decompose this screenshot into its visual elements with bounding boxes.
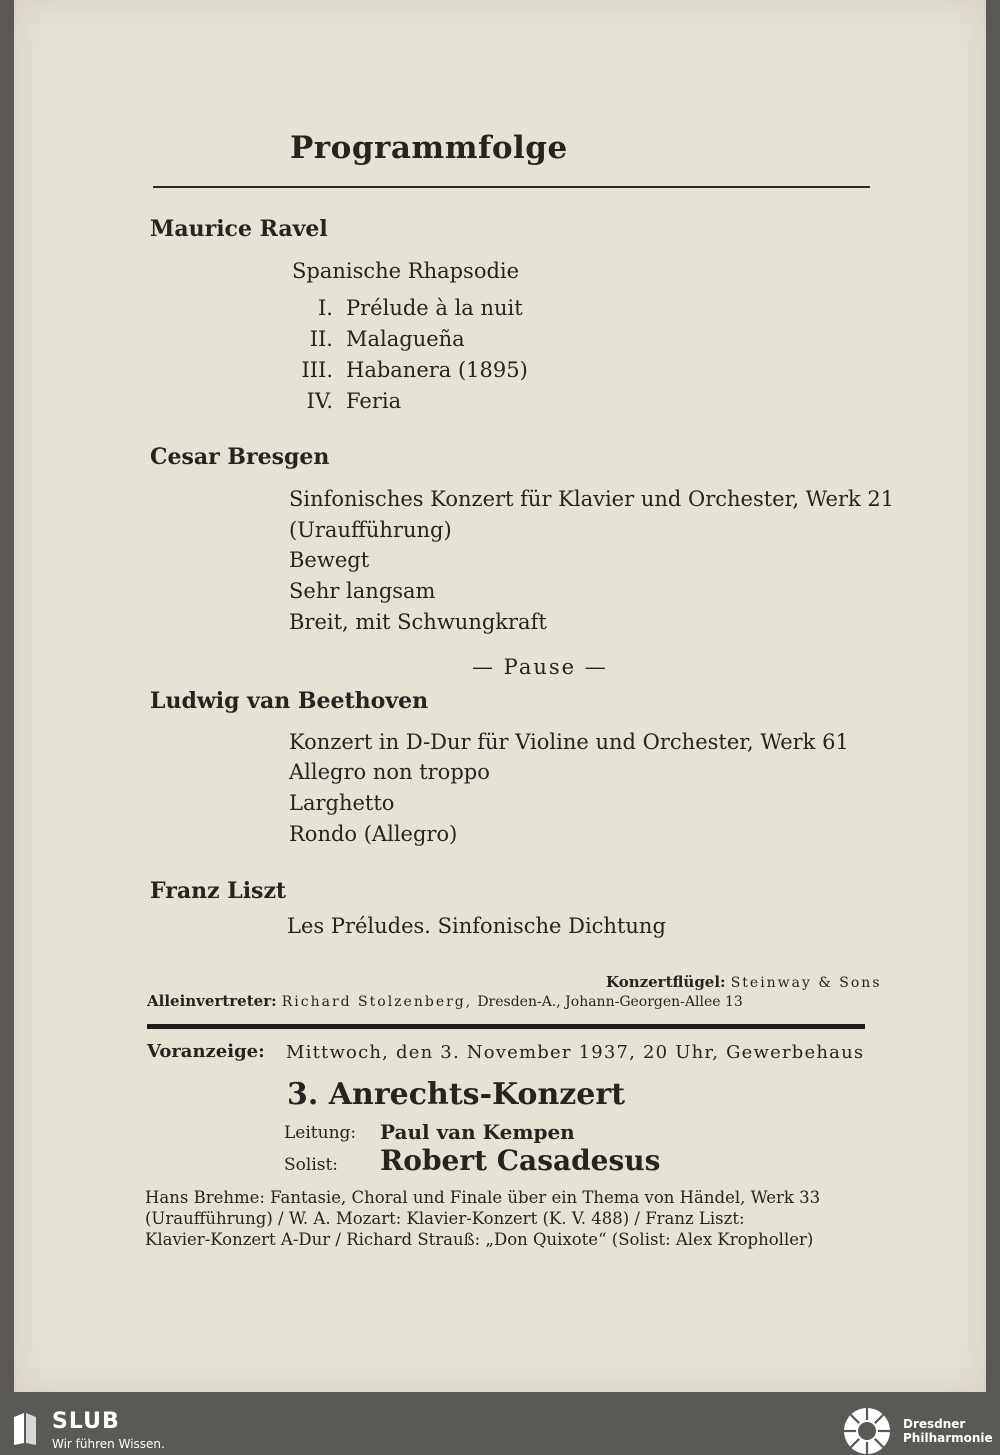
footer-bar <box>0 1404 1000 1454</box>
work-note-premiere: (Uraufführung) <box>289 518 452 542</box>
philharmonie-logo-text <box>903 1417 993 1445</box>
work-ravel: Spanische Rhapsodie <box>292 259 520 283</box>
movement-title: Malagueña <box>346 327 465 351</box>
piano-brand: Steinway & Sons <box>730 975 882 991</box>
movement-number: IV. <box>306 389 333 413</box>
preview-concert-title: 3. Anrechts-Konzert <box>287 1077 626 1112</box>
movement-title: Feria <box>346 389 402 413</box>
movement-title: Allegro non troppo <box>289 760 490 784</box>
preview-label: Voranzeige: <box>147 1041 265 1062</box>
movement-title: Prélude à la nuit <box>346 296 523 320</box>
work-bresgen: Sinfonisches Konzert für Klavier und Orchester, Werk 21 <box>289 487 895 511</box>
movement-number: II. <box>309 327 333 351</box>
movement-title: Bewegt <box>289 548 370 572</box>
dealer-name: Richard Stolzenberg, <box>281 994 473 1010</box>
composer-bresgen: Cesar Bresgen <box>150 444 330 470</box>
composer-liszt: Franz Liszt <box>150 878 287 904</box>
slub-tagline: Wir führen Wissen. <box>52 1437 165 1451</box>
section-divider <box>147 1024 865 1029</box>
composer-ravel: Maurice Ravel <box>150 216 328 242</box>
soloist-label: Solist: <box>284 1155 339 1175</box>
movement-title: Sehr langsam <box>289 579 436 603</box>
movement-number: I. <box>318 296 333 320</box>
philharmonie-line-1: Dresdner <box>903 1417 966 1431</box>
title-divider <box>153 186 870 188</box>
philharmonie-logo-icon <box>843 1407 891 1455</box>
page-title: Programmfolge <box>290 130 568 166</box>
movement-title: Habanera (1895) <box>346 358 528 382</box>
preview-program-line: Klavier-Konzert A-Dur / Richard Strauß: „Don Quixote“ (Solist: Alex Kropholler) <box>145 1230 814 1249</box>
work-beethoven: Konzert in D-Dur für Violine und Orchester, Werk 61 <box>289 730 849 754</box>
preview-program-line: (Uraufführung) / W. A. Mozart: Klavier-Konzert (K. V. 488) / Franz Liszt: <box>145 1209 745 1228</box>
slub-logo-text: SLUB <box>52 1409 120 1434</box>
soloist-name: Robert Casadesus <box>380 1144 661 1177</box>
dealer-credit <box>147 991 743 1010</box>
dealer-label: Alleinvertreter: <box>147 992 277 1010</box>
piano-label: Konzertflügel: <box>606 973 726 991</box>
preview-program-line: Hans Brehme: Fantasie, Choral und Finale über ein Thema von Händel, Werk 33 <box>145 1188 821 1207</box>
movement-title: Breit, mit Schwungkraft <box>289 610 547 634</box>
philharmonie-line-2: Philharmonie <box>903 1431 993 1445</box>
movement-title: Rondo (Allegro) <box>289 822 458 846</box>
movement-title: Larghetto <box>289 791 395 815</box>
piano-credit <box>606 972 882 991</box>
composer-beethoven: Ludwig van Beethoven <box>150 688 429 714</box>
work-liszt: Les Préludes. Sinfonische Dichtung <box>287 914 666 938</box>
conductor-name: Paul van Kempen <box>380 1120 575 1144</box>
slub-book-icon <box>12 1411 38 1447</box>
conductor-label: Leitung: <box>284 1123 357 1143</box>
preview-date: Mittwoch, den 3. November 1937, 20 Uhr, Gewerbehaus <box>286 1042 865 1063</box>
dealer-address: Dresden-A., Johann-Georgen-Allee 13 <box>477 994 743 1010</box>
intermission-label: — Pause — <box>472 655 608 679</box>
movement-number: III. <box>301 358 333 382</box>
